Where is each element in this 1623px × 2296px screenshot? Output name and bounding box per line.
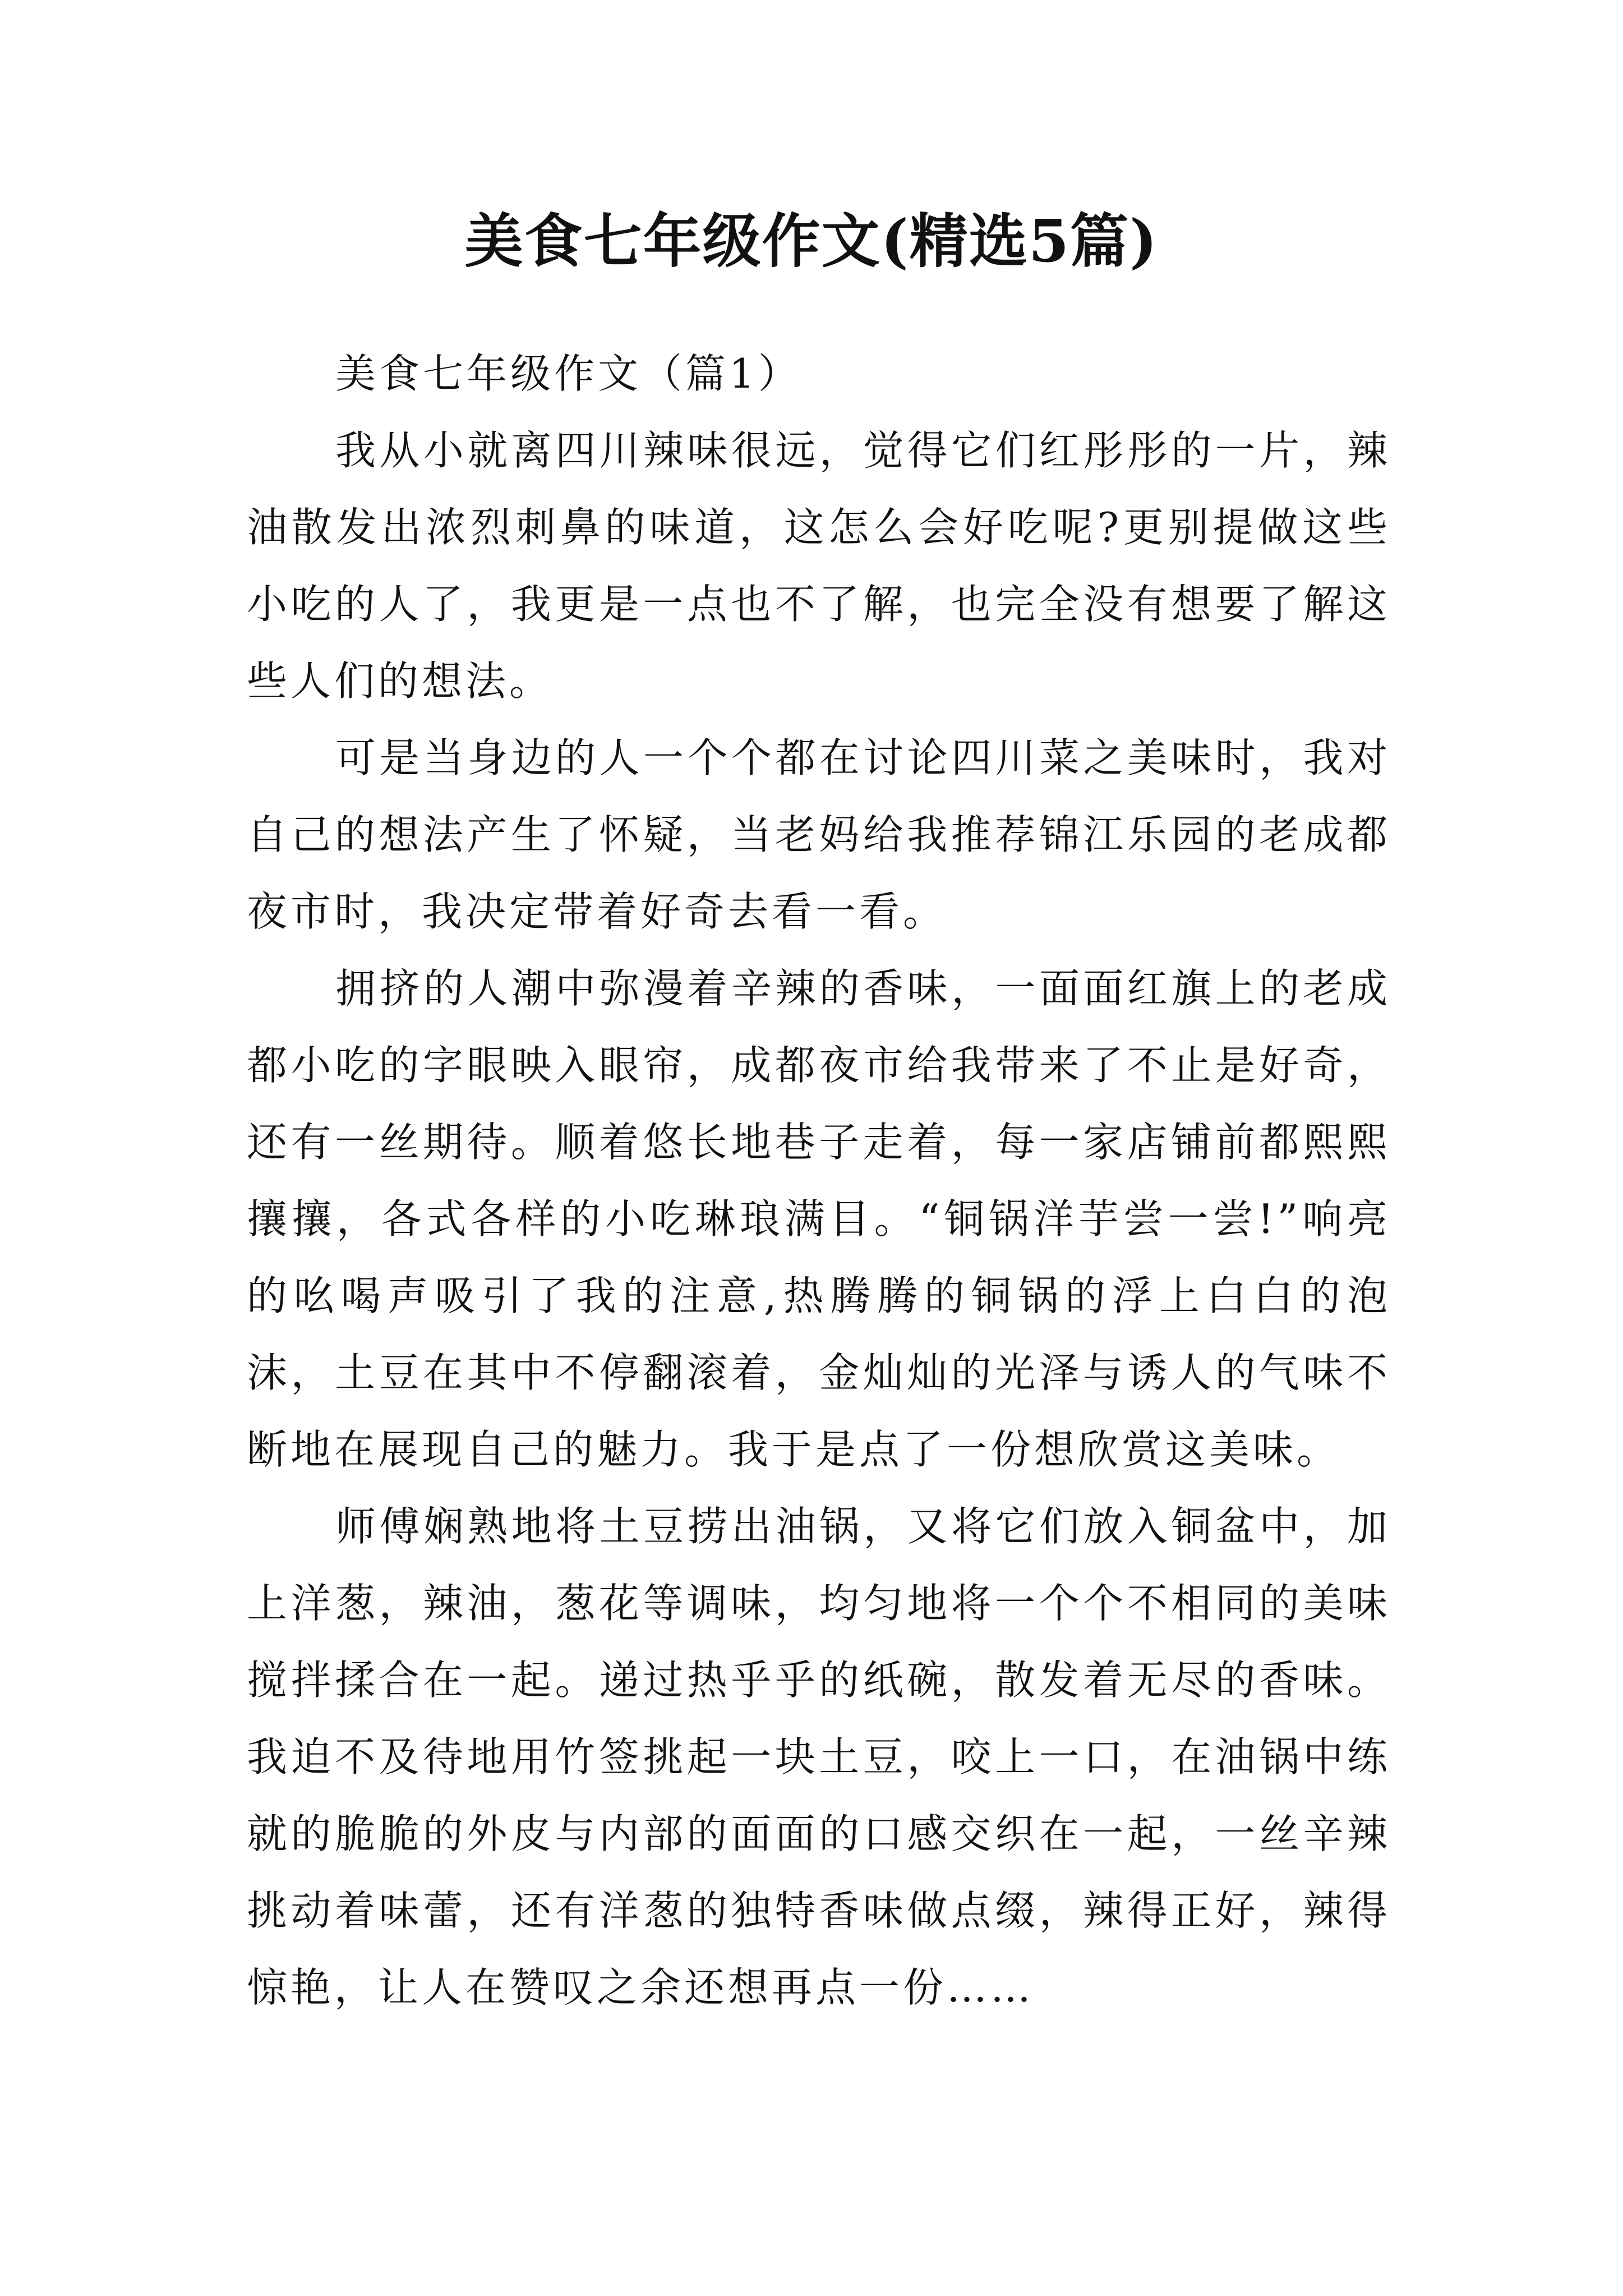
paragraph: 我从小就离四川辣味很远，觉得它们红彤彤的一片，辣油散发出浓烈刺鼻的味道，这怎么会好吃呢?更别提做这些小吃的人了，我更是一点也不了解，也完全没有想要了解这些人们的想法。	[247, 427, 1391, 705]
paragraph: 可是当身边的人一个个都在讨论四川菜之美味时，我对自己的想法产生了怀疑，当老妈给我推荐锦江乐园的老成都夜市时，我决定带着好奇去看一看。	[247, 734, 1391, 935]
paragraph: 师傅娴熟地将土豆捞出油锅，又将它们放入铜盆中，加上洋葱，辣油，葱花等调味，均匀地将一个个不相同的美味搅拌揉合在一起。递过热乎乎的纸碗，散发着无尽的香味。我迫不及待地用竹签挑起一块土豆，咬上一口，在油锅中练就的脆脆的外皮与内部的面面的口感交织在一起，一丝辛辣挑动着味蕾，还有洋葱的独特香味做点缀，辣得正好，辣得惊艳，让人在赞叹之余还想再点一份……	[247, 1503, 1391, 2011]
document-title: 美食七年级作文(精选5篇)	[464, 206, 1159, 275]
section-heading: 美食七年级作文（篇1）	[335, 350, 802, 397]
paragraph: 拥挤的人潮中弥漫着辛辣的香味，一面面红旗上的老成都小吃的字眼映入眼帘，成都夜市给我带来了不止是好奇，还有一丝期待。顺着悠长地巷子走着，每一家店铺前都熙熙攘攘，各式各样的小吃琳琅满目。“铜锅洋芋尝一尝!”响亮的吆喝声吸引了我的注意,热腾腾的铜锅的浮上白白的泡沫，土豆在其中不停翻滚着，金灿灿的光泽与诱人的气味不断地在展现自己的魅力。我于是点了一份想欣赏这美味。	[247, 965, 1391, 1473]
document-body	[247, 335, 1391, 2026]
